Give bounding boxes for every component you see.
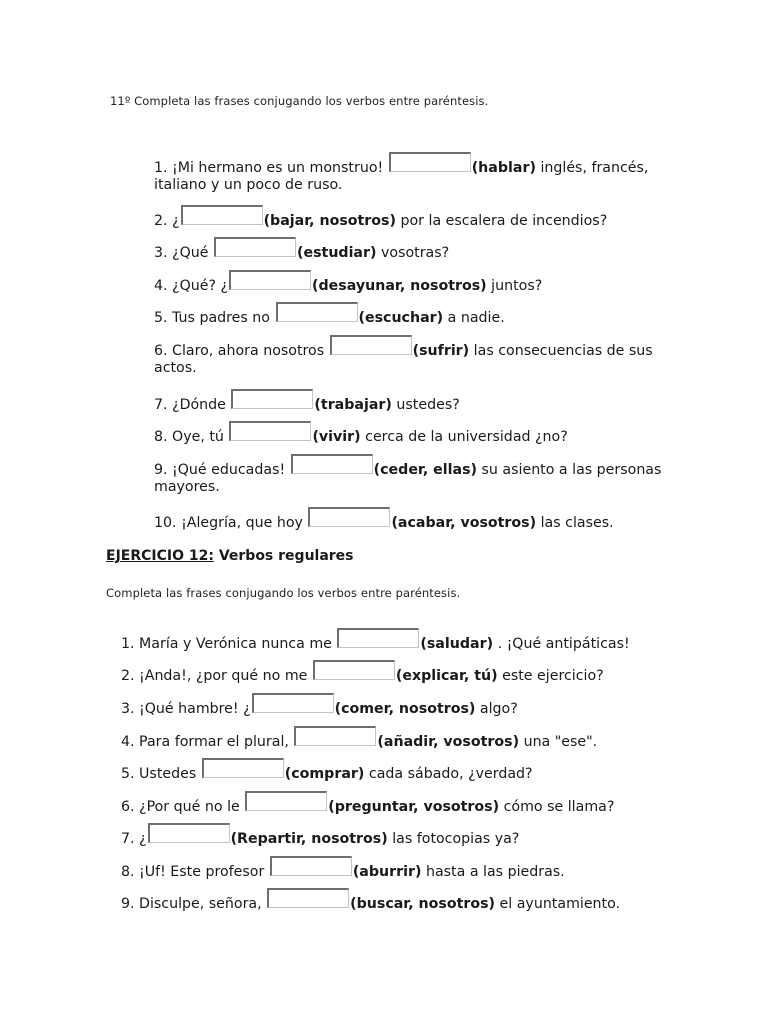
answer-field[interactable]: [214, 237, 296, 257]
exercise-item: [121, 888, 620, 915]
item-text-before: 7. ¿: [121, 831, 147, 847]
verb-hint: (añadir, vosotros): [377, 734, 520, 750]
item-text-after: este ejercicio?: [497, 668, 604, 684]
item-text-after: a nadie.: [443, 310, 505, 326]
answer-field[interactable]: [291, 454, 373, 474]
item-text-after: las clases.: [536, 515, 614, 531]
item-text-after: ustedes?: [391, 397, 460, 413]
item-text-before: 1. María y Verónica nunca me: [121, 636, 337, 652]
verb-hint: (trabajar): [314, 397, 392, 413]
item-text-after: las consecuencias de sus: [469, 343, 653, 359]
exercise-11-instruction: 11º Completa las frases conjugando los verbos entre paréntesis.: [110, 94, 489, 108]
item-text-before: 5. Ustedes: [121, 766, 201, 782]
exercise-item: [154, 270, 542, 297]
exercise-item: [154, 421, 568, 448]
item-text-after: algo?: [475, 701, 518, 717]
item-text-after: . ¡Qué antipáticas!: [493, 636, 630, 652]
exercise-item-continuation: italiano y un poco de ruso.: [154, 177, 343, 193]
answer-field[interactable]: [202, 758, 284, 778]
item-text-before: 1. ¡Mi hermano es un monstruo!: [154, 160, 388, 176]
exercise-item: [121, 628, 630, 655]
verb-hint: (preguntar, vosotros): [328, 799, 500, 815]
item-text-before: 3. ¡Qué hambre! ¿: [121, 701, 251, 717]
exercise-item: [121, 726, 597, 753]
answer-field[interactable]: [313, 660, 395, 680]
answer-field[interactable]: [148, 823, 230, 843]
verb-hint: (saludar): [420, 636, 494, 652]
exercise-item: [154, 454, 661, 481]
verb-hint: (aburrir): [352, 864, 422, 880]
answer-field[interactable]: [276, 302, 358, 322]
item-text-after: hasta a las piedras.: [421, 864, 565, 880]
exercise-12-heading: [106, 548, 354, 564]
answer-field[interactable]: [330, 335, 412, 355]
item-text-before: 2. ¡Anda!, ¿por qué no me: [121, 668, 312, 684]
verb-hint: (vivir): [312, 429, 361, 445]
answer-field[interactable]: [267, 888, 349, 908]
item-text-before: 6. ¿Por qué no le: [121, 799, 245, 815]
item-text-after: inglés, francés,: [535, 160, 649, 176]
item-text-before: 6. Claro, ahora nosotros: [154, 343, 329, 359]
item-text-before: 9. ¡Qué educadas!: [154, 462, 290, 478]
item-text-after: vosotras?: [376, 245, 450, 261]
verb-hint: (ceder, ellas): [373, 462, 478, 478]
verb-hint: (estudiar): [296, 245, 377, 261]
item-text-before: 4. Para formar el plural,: [121, 734, 294, 750]
exercise-item-continuation: mayores.: [154, 479, 220, 495]
item-text-after: una "ese".: [519, 734, 598, 750]
verb-hint: (explicar, tú): [395, 668, 498, 684]
item-text-after: cada sábado, ¿verdad?: [364, 766, 533, 782]
answer-field[interactable]: [231, 389, 313, 409]
answer-field[interactable]: [181, 205, 263, 225]
item-text-after: juntos?: [486, 278, 543, 294]
exercise-item-continuation: actos.: [154, 360, 197, 376]
item-text-before: 3. ¿Qué: [154, 245, 213, 261]
item-text-after: el ayuntamiento.: [495, 896, 621, 912]
answer-field[interactable]: [389, 152, 471, 172]
item-text-before: 7. ¿Dónde: [154, 397, 231, 413]
verb-hint: (desayunar, nosotros): [312, 278, 487, 294]
item-text-after: las fotocopias ya?: [387, 831, 520, 847]
verb-hint: (comer, nosotros): [334, 701, 476, 717]
verb-hint: (Repartir, nosotros): [230, 831, 388, 847]
verb-hint: (acabar, vosotros): [391, 515, 537, 531]
exercise-item: [121, 856, 565, 883]
answer-field[interactable]: [252, 693, 334, 713]
exercise-item: [154, 507, 614, 534]
answer-field[interactable]: [308, 507, 390, 527]
verb-hint: (sufrir): [412, 343, 470, 359]
exercise-12-title: Verbos regulares: [218, 548, 354, 564]
answer-field[interactable]: [270, 856, 352, 876]
verb-hint: (escuchar): [358, 310, 444, 326]
exercise-12-label: EJERCICIO 12:: [106, 548, 214, 564]
item-text-before: 8. Oye, tú: [154, 429, 229, 445]
answer-field[interactable]: [245, 791, 327, 811]
exercise-item: [154, 302, 505, 329]
answer-field[interactable]: [294, 726, 376, 746]
verb-hint: (comprar): [284, 766, 365, 782]
exercise-item: [121, 823, 519, 850]
answer-field[interactable]: [229, 270, 311, 290]
item-text-after: por la escalera de incendios?: [395, 213, 608, 229]
item-text-after: su asiento a las personas: [477, 462, 662, 478]
exercise-item: [121, 791, 614, 818]
item-text-before: 8. ¡Uf! Este profesor: [121, 864, 269, 880]
item-text-before: 2. ¿: [154, 213, 180, 229]
exercise-item: [154, 335, 653, 362]
exercise-item: [121, 660, 604, 687]
exercise-item: [154, 237, 449, 264]
exercise-item: [121, 693, 518, 720]
item-text-before: 5. Tus padres no: [154, 310, 275, 326]
item-text-before: 10. ¡Alegría, que hoy: [154, 515, 308, 531]
exercise-item: [121, 758, 533, 785]
verb-hint: (hablar): [471, 160, 536, 176]
item-text-before: 9. Disculpe, señora,: [121, 896, 267, 912]
exercise-item: [154, 205, 607, 232]
exercise-item: [154, 389, 460, 416]
item-text-after: cómo se llama?: [499, 799, 615, 815]
verb-hint: (buscar, nosotros): [350, 896, 496, 912]
exercise-12-instruction: Completa las frases conjugando los verbos entre paréntesis.: [106, 586, 461, 600]
item-text-after: cerca de la universidad ¿no?: [360, 429, 568, 445]
answer-field[interactable]: [229, 421, 311, 441]
item-text-before: 4. ¿Qué? ¿: [154, 278, 229, 294]
answer-field[interactable]: [337, 628, 419, 648]
verb-hint: (bajar, nosotros): [263, 213, 396, 229]
